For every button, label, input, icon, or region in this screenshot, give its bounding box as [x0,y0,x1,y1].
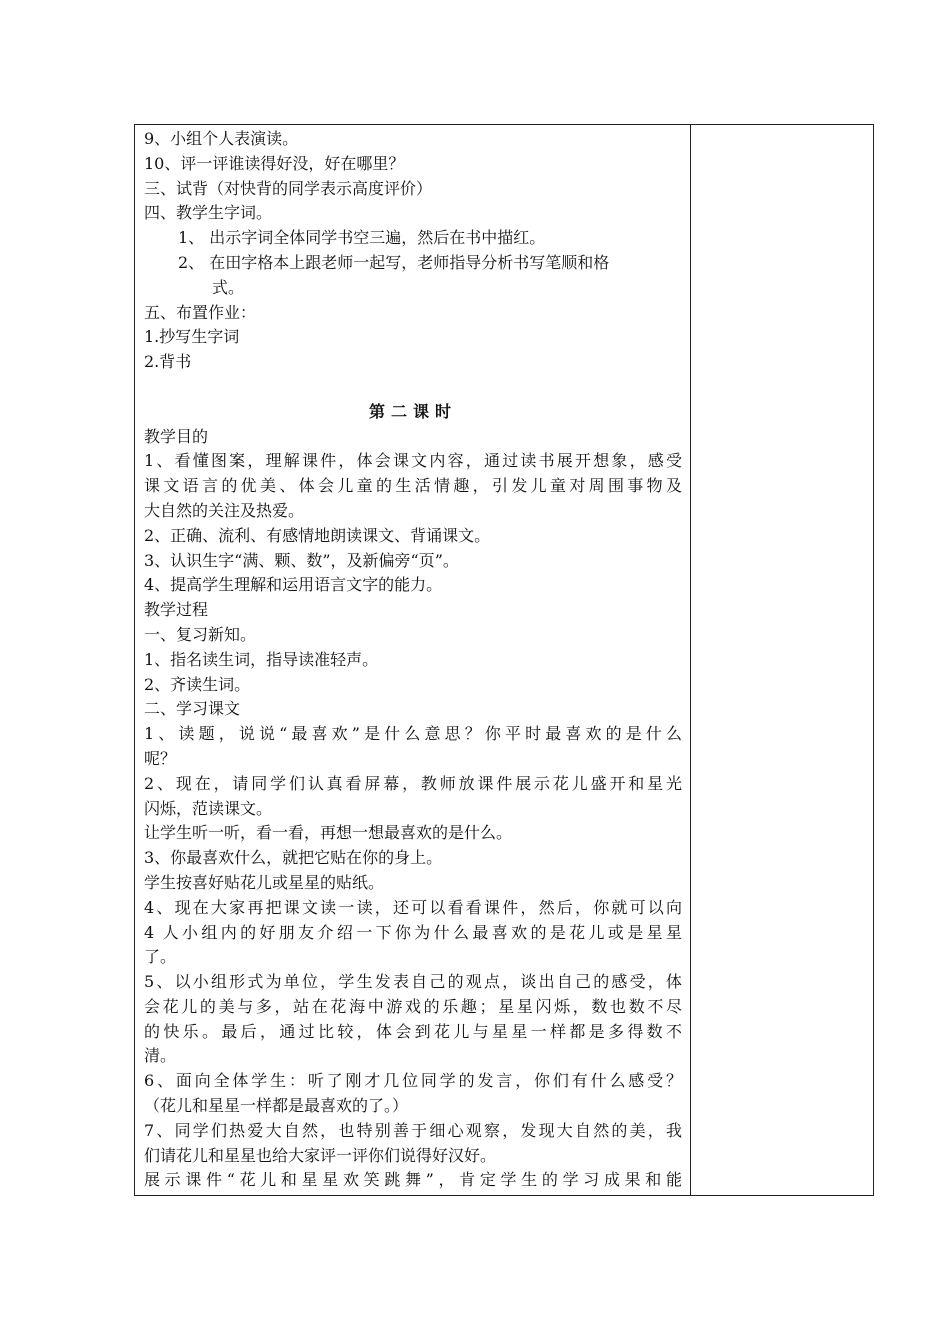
text-line: 2.背书 [144,352,192,372]
text-line: 三、试背（对快背的同学表示高度评价） [144,178,433,198]
text-line: 7、同学们热爱大自然，也特别善于细心观察，发现大自然的美，我 [144,1120,682,1140]
text-line: 2、正确、流利、有感情地朗读课文、背诵课文。 [144,525,491,545]
text-line: 3、你最喜欢什么，就把它贴在你的身上。 [144,848,443,868]
homework-section [144,301,682,375]
text-line: 4 人小组内的好朋友介绍一下你为什么最喜欢的是花儿或是星星 [144,922,682,942]
text-line: 1.抄写生字词 [144,327,240,347]
text-line: 教学过程 [144,600,209,620]
text-line: 课文语言的优美、体会儿童的生活情趣，引发儿童对周围事物及 [144,476,682,496]
text-line: 1、指名读生词，指导读准轻声。 [144,649,379,669]
text-line: 的快乐。最后，通过比较，体会到花儿与星星一样都是多得数不 [144,1021,682,1041]
text-line: 五、布置作业： [144,302,257,322]
text-line: 9、小组个人表演读。 [144,129,299,148]
list-item: 2、 在田字格本上跟老师一起写，老师指导分析书写笔顺和格 [178,252,610,272]
text-line: 二、学习课文 [144,699,241,719]
text-line: 教学目的 [144,426,209,446]
spacer [144,375,682,400]
text-line: 1、读题，说说“最喜欢”是什么意思？你平时最喜欢的是什么 [144,724,682,744]
text-line: 学生按喜好贴花儿或星星的贴纸。 [144,872,385,892]
second-lesson-body [144,425,682,1194]
text-line: 展示课件“花儿和星星欢笑跳舞”，肯定学生的学习成果和能 [144,1170,682,1190]
text-line: 清。 [144,1046,177,1066]
list-item: 1、 出示字词全体同学书空三遍，然后在书中描红。 [178,228,546,248]
notes-cell [691,125,873,1195]
text-line: 2、现在，请同学们认真看屏幕，教师放课件展示花儿盛开和星光 [144,773,682,793]
text-line: 4、现在大家再把课文读一读，还可以看看课件，然后，你就可以向 [144,897,682,917]
text-line: 们请花儿和星星也给大家评一评你们说得好汉好。 [144,1145,497,1165]
lesson-content-cell [135,125,691,1195]
text-line: 四、教学生字词。 [144,203,273,223]
top-section [144,127,682,226]
text-line: 5、以小组形式为单位，学生发表自己的观点，谈出自己的感受，体 [144,972,682,992]
lesson-plan-table [134,124,874,1196]
section-heading: 第二课时 [368,401,457,421]
text-line: 2、齐读生词。 [144,674,251,694]
text-line: 10、评一评谁读得好没，好在哪里？ [144,153,405,173]
list-item-continuation: 式。 [212,277,245,297]
text-line: 一、复习新知。 [144,624,257,644]
text-line: 闪烁，范读课文。 [144,798,273,818]
text-line: 4、提高学生理解和运用语言文字的能力。 [144,575,443,595]
text-line: 1、看懂图案，理解课件，体会课文内容，通过读书展开想象，感受 [144,451,682,471]
text-line: （花儿和星星一样都是最喜欢的了。） [144,1096,409,1116]
text-line: 呢？ [144,748,177,768]
text-line: 3、认识生字“满、颗、数”，及新偏旁“页”。 [144,550,459,570]
text-line: 6、面向全体学生：听了刚才几位同学的发言，你们有什么感受？ [144,1071,682,1091]
text-line: 让学生听一听，看一看，再想一想最喜欢的是什么。 [144,823,513,843]
text-line: 了。 [144,947,177,967]
text-line: 大自然的关注及热爱。 [144,500,305,520]
text-line: 会花儿的美与多，站在花海中游戏的乐趣；星星闪烁，数也数不尽 [144,996,682,1016]
